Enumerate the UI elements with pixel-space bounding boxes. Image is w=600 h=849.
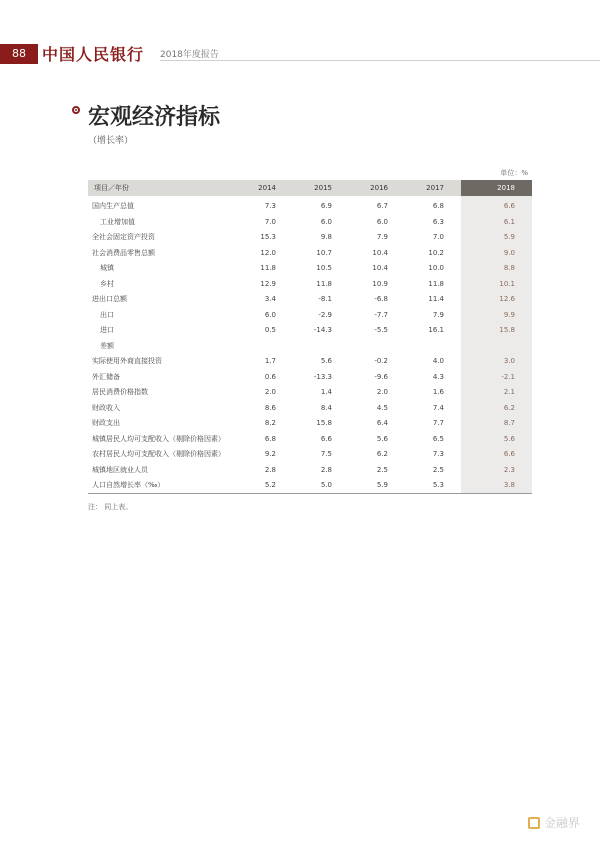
- row-label: 进出口总额: [92, 295, 127, 303]
- table-note: 注： 同上表。: [88, 503, 133, 511]
- table-header-row: [88, 180, 532, 196]
- row-value: 15.8: [316, 419, 332, 427]
- row-value: 11.4: [428, 295, 444, 303]
- row-value: 10.0: [428, 264, 444, 272]
- table-row: [88, 370, 532, 386]
- table-row: [88, 246, 532, 262]
- table-row: [88, 432, 532, 448]
- row-value: 2.0: [376, 388, 388, 396]
- row-label: 居民消费价格指数: [92, 388, 148, 396]
- row-value: 15.8: [499, 326, 515, 334]
- row-value: 4.0: [432, 357, 444, 365]
- table-row: [88, 354, 532, 370]
- row-value: 7.9: [432, 310, 444, 319]
- row-value: 6.6: [503, 202, 515, 210]
- table-row: [88, 215, 532, 231]
- column-header: 2014: [258, 184, 276, 192]
- row-value: -2.9: [318, 310, 332, 319]
- row-value: 2.5: [376, 465, 388, 474]
- table-row: [88, 323, 532, 339]
- table-row: [88, 277, 532, 293]
- row-value: 0.5: [264, 326, 276, 334]
- row-value: 1.6: [432, 388, 444, 396]
- row-label: 出口: [100, 310, 114, 319]
- row-value: 11.8: [260, 264, 276, 272]
- row-label: 全社会固定资产投资: [92, 233, 155, 241]
- row-label: 工业增加值: [100, 217, 135, 226]
- table-row: [88, 308, 532, 324]
- row-value: 5.9: [376, 481, 388, 489]
- column-header-highlight: 2018: [461, 180, 532, 196]
- row-value: 11.8: [316, 279, 332, 288]
- row-value: -7.7: [374, 310, 388, 319]
- row-value: 10.4: [372, 248, 388, 257]
- row-value: 7.7: [432, 419, 444, 427]
- row-value: 6.4: [376, 419, 388, 427]
- row-value: 7.0: [264, 217, 276, 226]
- row-value: 5.6: [503, 434, 515, 443]
- row-value: 6.5: [432, 434, 444, 443]
- bank-name-logo: 中国人民银行: [42, 45, 145, 64]
- row-value: 6.0: [320, 217, 332, 226]
- row-value: 10.5: [316, 264, 332, 272]
- row-value: 10.9: [372, 279, 388, 288]
- table-row: [88, 292, 532, 308]
- page-title: 宏观经济指标: [88, 105, 221, 130]
- row-label: 城镇居民人均可支配收入（剔除价格因素）: [92, 434, 225, 443]
- row-value: 10.1: [499, 279, 515, 288]
- unit-label: 单位：%: [500, 169, 528, 177]
- row-value: 5.6: [320, 357, 332, 365]
- row-value: 10.7: [316, 248, 332, 257]
- row-value: [237, 339, 293, 355]
- table-bottom-rule: [88, 493, 532, 494]
- row-value: 7.3: [264, 202, 276, 210]
- page-header: [0, 44, 600, 64]
- table-row: [88, 261, 532, 277]
- row-value: 16.1: [428, 326, 444, 334]
- row-label: 差额: [100, 341, 114, 350]
- row-value: -13.3: [313, 372, 332, 381]
- row-value: 9.8: [320, 233, 332, 241]
- row-value: -0.2: [374, 357, 388, 365]
- table-row: [88, 401, 532, 417]
- row-value: 3.4: [264, 295, 276, 303]
- row-value: 7.9: [376, 233, 388, 241]
- indicator-table: [88, 180, 532, 494]
- row-value: 10.4: [372, 264, 388, 272]
- table-row: [88, 447, 532, 463]
- page-subtitle: （增长率）: [88, 136, 134, 146]
- row-value: 6.6: [320, 434, 332, 443]
- row-value: 12.6: [499, 295, 515, 303]
- row-label: 财政支出: [92, 419, 120, 427]
- row-value: 6.0: [264, 310, 276, 319]
- column-header: 2017: [426, 184, 444, 192]
- row-value: -6.8: [374, 295, 388, 303]
- row-value: -9.6: [374, 372, 388, 381]
- row-label: 进口: [100, 326, 114, 334]
- table-row: [88, 230, 532, 246]
- row-value: 12.0: [260, 248, 276, 257]
- table-row: [88, 385, 532, 401]
- table-row: [88, 196, 532, 215]
- row-label: 外汇储备: [92, 372, 120, 381]
- row-value: 8.6: [264, 403, 276, 412]
- row-value: -8.1: [318, 295, 332, 303]
- row-value: 2.3: [503, 465, 515, 474]
- table-row: [88, 339, 532, 355]
- header-divider: [160, 60, 600, 61]
- row-label: 实际使用外商直接投资: [92, 357, 162, 365]
- row-value: 0.6: [264, 372, 276, 381]
- row-value: 9.9: [503, 310, 515, 319]
- watermark-text: 金融界: [543, 816, 580, 830]
- row-value: 6.7: [376, 202, 388, 210]
- row-value: 9.2: [264, 450, 276, 458]
- row-value: 7.3: [432, 450, 444, 458]
- row-value: 6.1: [503, 217, 515, 226]
- row-value: 7.5: [320, 450, 332, 458]
- row-value: 4.5: [376, 403, 388, 412]
- row-value: 7.4: [432, 403, 444, 412]
- row-value: 4.3: [432, 372, 444, 381]
- watermark-logo-icon: [528, 817, 540, 829]
- row-value: 6.9: [320, 202, 332, 210]
- row-label: 人口自然增长率（‰）: [92, 481, 165, 489]
- row-value: 15.3: [260, 233, 276, 241]
- row-value: 7.0: [432, 233, 444, 241]
- row-value: 6.8: [432, 202, 444, 210]
- indicator-table-wrap: [88, 180, 532, 494]
- row-value: 5.0: [320, 481, 332, 489]
- row-value: 6.3: [432, 217, 444, 226]
- row-value: 6.8: [264, 434, 276, 443]
- row-value: 6.2: [503, 403, 515, 412]
- row-value: 1.4: [320, 388, 332, 396]
- row-value: 10.2: [428, 248, 444, 257]
- table-row: [88, 478, 532, 494]
- row-value: 5.9: [503, 233, 515, 241]
- table-row: [88, 463, 532, 479]
- row-value: 8.7: [503, 419, 515, 427]
- row-value: 6.0: [376, 217, 388, 226]
- row-value: [461, 339, 532, 355]
- watermark: [528, 814, 580, 831]
- row-value: -14.3: [313, 326, 332, 334]
- row-value: [405, 339, 461, 355]
- row-value: 3.8: [503, 481, 515, 489]
- column-header: 2015: [314, 184, 332, 192]
- row-value: -2.1: [501, 372, 515, 381]
- row-value: 6.2: [376, 450, 388, 458]
- row-label: 财政收入: [92, 403, 120, 412]
- row-value: 8.2: [264, 419, 276, 427]
- row-value: 6.6: [503, 450, 515, 458]
- report-year: 2018年度报告: [160, 50, 219, 60]
- row-label: 城镇地区就业人员: [92, 465, 148, 474]
- row-label: 城镇: [100, 264, 114, 272]
- row-value: 2.1: [503, 388, 515, 396]
- table-row: [88, 416, 532, 432]
- row-label: 农村居民人均可支配收入（剔除价格因素）: [92, 450, 225, 458]
- column-header: 项目／年份: [94, 184, 129, 192]
- row-value: 2.8: [320, 465, 332, 474]
- row-value: 1.7: [264, 357, 276, 365]
- row-value: 12.9: [260, 279, 276, 288]
- page-number: 88: [0, 44, 38, 64]
- row-label: 国内生产总值: [92, 202, 134, 210]
- row-value: 11.8: [428, 279, 444, 288]
- row-value: 2.8: [264, 465, 276, 474]
- row-value: 5.3: [432, 481, 444, 489]
- row-value: -5.5: [374, 326, 388, 334]
- row-value: [349, 339, 405, 355]
- bullet-circle-icon: [72, 106, 80, 114]
- row-value: 2.0: [264, 388, 276, 396]
- row-value: 2.5: [432, 465, 444, 474]
- row-value: 5.6: [376, 434, 388, 443]
- row-label: 社会消费品零售总额: [92, 248, 155, 257]
- row-value: 9.0: [503, 248, 515, 257]
- row-value: 5.2: [264, 481, 276, 489]
- row-value: 8.8: [503, 264, 515, 272]
- row-label: 乡村: [100, 279, 114, 288]
- row-value: [293, 339, 349, 355]
- row-value: 3.0: [503, 357, 515, 365]
- column-header: 2016: [370, 184, 388, 192]
- row-value: 8.4: [320, 403, 332, 412]
